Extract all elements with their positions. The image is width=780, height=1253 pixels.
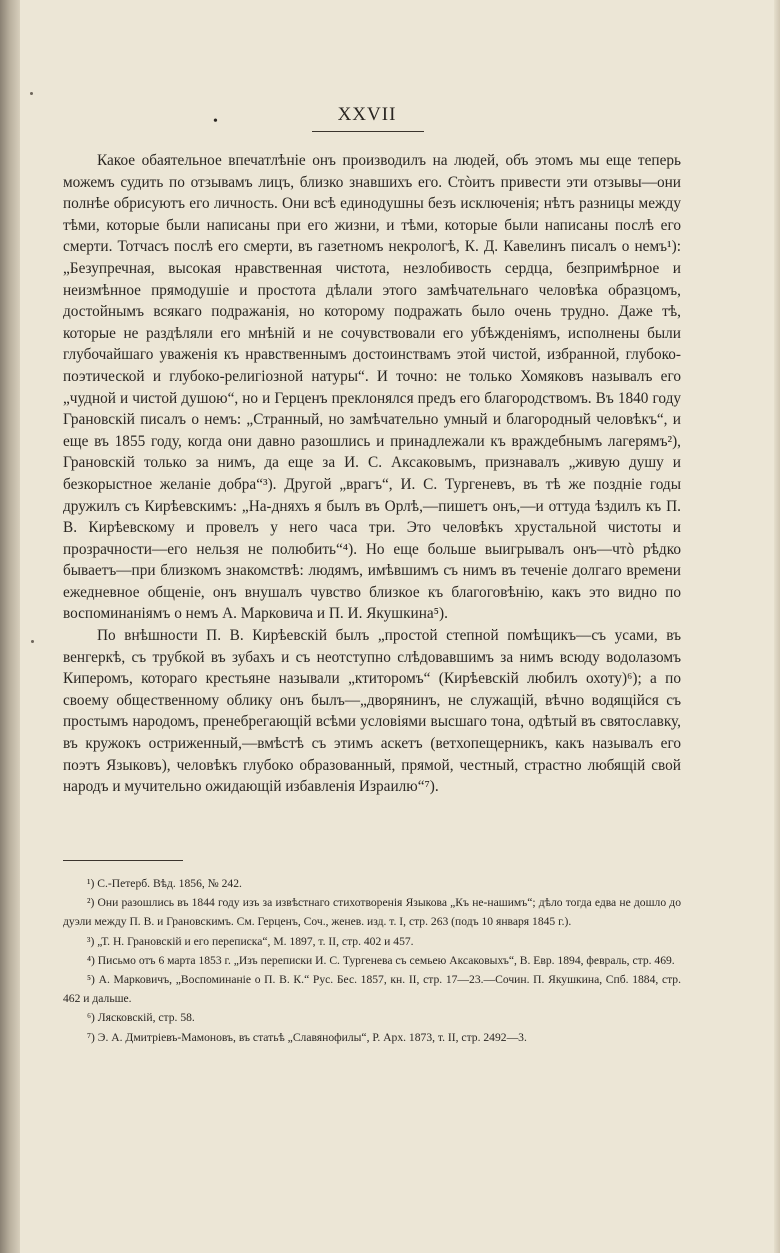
paragraph-1: Какое обаятельное впечатлѣніе онъ производилъ на людей, объ этомъ мы еще теперь можемъ судить по отзывамъ лицъ, близко знавшихъ его. Стòитъ привести эти отзывы—они полнѣе обрисуютъ его личность. Они всѣ единодушны безъ исключенія; нѣтъ разницы между тѣми, которые были написаны при его жизни, и тѣми, которые были написаны послѣ его смерти. Тотчасъ послѣ его смерти, въ газетномъ некрологѣ, К. Д. Кавелинъ писалъ о немъ¹): „Безупречная, высокая нравственная чистота, незлобивость сердца, безпримѣрное и неизмѣнное прямодушіе и простота дѣлали этого замѣчательнаго человѣка образцомъ, достойнымъ всякаго подражанія, но которому подражать было очень трудно. Даже тѣ, которые не раздѣляли его мнѣній и не сочувствовали его убѣжденіямъ, исполнены были глубочайшаго уваженія къ нравственнымъ достоинствамъ этой чистой, избранной, глубоко-поэтической и глубоко-религіозной натуры“. И точно: не только Хомяковъ называлъ его „чудной и чистой душою“, но и Герценъ преклонялся предъ его благородствомъ. Въ 1840 году Грановскій писалъ о немъ: „Странный, но замѣчательно умный и благородный человѣкъ“, и еще въ 1855 году, когда они давно разошлись и принадлежали къ враждебнымъ лагерямъ²), Грановскій только за нимъ, да еще за И. С. Аксаковымъ, признавалъ „живую душу и безкорыстное желаніе добра“³). Другой „врагъ“, И. С. Тургеневъ, въ тѣ же поздніе годы дружилъ съ Кирѣевскимъ: „На-дняхъ я былъ въ Орлѣ,—пишетъ онъ,—и оттуда ѣздилъ къ П. В. Кирѣевскому и провелъ у него часа три. Это человѣкъ хрустальной чистоты и прозрачности—его нельзя не полюбить“⁴). Но еще больше выигрывалъ онъ—чтò рѣдко бываетъ—при близкомъ знакомствѣ: людямъ, имѣвшимъ съ нимъ въ теченіе долгаго времени ежедневное общеніе, онъ внушалъ чувство близкое къ благоговѣнію, какъ это видно по воспоминаніямъ о немъ А. Марковича и П. И. Якушкина⁵). bbox=[63, 152, 681, 623]
page-number-rule bbox=[312, 131, 424, 132]
ink-dot: • bbox=[213, 114, 218, 129]
paper-speck bbox=[31, 640, 34, 643]
page-number: XXVII bbox=[337, 104, 397, 125]
footnote-5: ⁵) А. Марковичъ, „Воспоминаніе о П. В. К.“ Рус. Бес. 1857, кн. II, стр. 17—23.—Сочин. П. Якушкина, Спб. 1884, стр. 462 и дальше. bbox=[63, 973, 681, 1006]
footnote-6: ⁶) Лясковскій, стр. 58. bbox=[87, 1011, 195, 1025]
footnote-3: ³) „Т. Н. Грановскій и его переписка“, М. 1897, т. II, стр. 402 и 457. bbox=[87, 934, 414, 948]
footnote-7: ⁷) Э. А. Дмитріевъ-Мамоновъ, въ статьѣ „Славянофилы“, Р. Арх. 1873, т. II, стр. 2492—3. bbox=[87, 1030, 527, 1044]
paragraph-2: По внѣшности П. В. Кирѣевскій былъ „простой степной помѣщикъ—съ усами, въ венгеркѣ, съ трубкой въ зубахъ и съ неотступно слѣдовавшимъ за нимъ всюду водолазомъ Киперомъ, котораго крестьяне называли „ктиторомъ“ (Кирѣевскій любилъ охоту)⁶); а по своему общественному облику онъ былъ—„дворянинъ, не служащій, вѣчно водящійся съ простымъ народомъ, пренебрегающій всѣми условіями высшаго тона, одѣтый въ святославку, въ кружокъ остриженный,—вмѣстѣ съ этимъ аскетъ (ветхопещерникъ, какъ называлъ его поэтъ Языковъ), человѣкъ глубоко образованный, прямой, честный, страстно любящій свой народъ и мучительно ожидающій избавленія Израилю“⁷). bbox=[63, 627, 681, 796]
footnote-1: ¹) С.-Петерб. Вѣд. 1856, № 242. bbox=[87, 877, 242, 890]
paper-speck bbox=[30, 92, 33, 95]
footnote-rule bbox=[63, 860, 183, 861]
footnote-2: ²) Они разошлись въ 1844 году изъ за извѣстнаго стихотворенія Языкова „Къ не-нашимъ“; дѣло тогда едва не дошло до дуэли между П. В. и Грановскимъ. См. Герценъ, Соч., женев. изд. т. I, стр. 263 (подъ 10 января 1845 г.). bbox=[63, 896, 681, 929]
book-spine-shadow bbox=[0, 0, 22, 1253]
footnote-4: ⁴) Письмо отъ 6 марта 1853 г. „Изъ переписки И. С. Тургенева съ семьею Аксаковыхъ“, В. Евр. 1894, февраль, стр. 469. bbox=[87, 953, 675, 967]
footnotes bbox=[63, 874, 681, 1047]
page-edge-shadow bbox=[774, 0, 780, 1253]
main-text bbox=[63, 150, 681, 798]
